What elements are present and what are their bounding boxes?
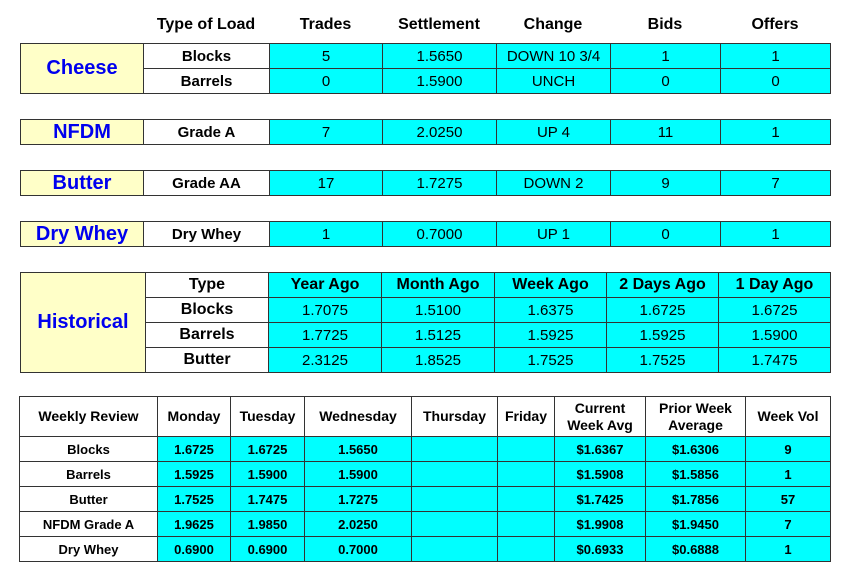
weekly-barrels-current-avg: $1.5908 — [554, 461, 646, 487]
weekly-dry-whey-monday: 0.6900 — [157, 536, 231, 562]
weekly-butter-product: Butter — [19, 486, 158, 512]
historical-header-month-ago: Month Ago — [381, 272, 495, 298]
weekly-butter-current-avg: $1.7425 — [554, 486, 646, 512]
weekly-barrels-week-vol: 1 — [745, 461, 831, 487]
weekly-nfdm-wednesday: 2.0250 — [304, 511, 412, 537]
nfdm-settlement: 2.0250 — [382, 119, 497, 145]
weekly-header-wednesday: Wednesday — [304, 396, 412, 437]
weekly-blocks-prior-avg: $1.6306 — [645, 436, 746, 462]
weekly-header-current-week-avg: Current Week Avg — [554, 396, 646, 437]
weekly-nfdm-prior-avg: $1.9450 — [645, 511, 746, 537]
weekly-header-title: Weekly Review — [19, 396, 158, 437]
butter-settlement: 1.7275 — [382, 170, 497, 196]
weekly-blocks-friday — [497, 436, 555, 462]
butter-offers: 7 — [720, 170, 831, 196]
historical-blocks-type: Blocks — [145, 297, 269, 323]
cheese-blocks-bids: 1 — [610, 43, 721, 69]
header-settlement: Settlement — [398, 16, 480, 33]
historical-header-year-ago: Year Ago — [268, 272, 382, 298]
weekly-dry-whey-prior-avg: $0.6888 — [645, 536, 746, 562]
dry-whey-settlement: 0.7000 — [382, 221, 497, 247]
weekly-barrels-thursday — [411, 461, 498, 487]
weekly-dry-whey-tuesday: 0.6900 — [230, 536, 305, 562]
cheese-barrels-bids: 0 — [610, 68, 721, 94]
weekly-dry-whey-wednesday: 0.7000 — [304, 536, 412, 562]
dry-whey-label: Dry Whey — [20, 221, 144, 247]
historical-header-1-day-ago: 1 Day Ago — [718, 272, 831, 298]
weekly-blocks-wednesday: 1.5650 — [304, 436, 412, 462]
butter-type: Grade AA — [143, 170, 270, 196]
historical-butter-week-ago: 1.7525 — [494, 347, 607, 373]
weekly-header-tuesday: Tuesday — [230, 396, 305, 437]
weekly-barrels-friday — [497, 461, 555, 487]
weekly-nfdm-product: NFDM Grade A — [19, 511, 158, 537]
weekly-nfdm-monday: 1.9625 — [157, 511, 231, 537]
historical-header-week-ago: Week Ago — [494, 272, 607, 298]
weekly-header-thursday: Thursday — [411, 396, 498, 437]
weekly-nfdm-thursday — [411, 511, 498, 537]
cheese-blocks-offers: 1 — [720, 43, 831, 69]
weekly-butter-week-vol: 57 — [745, 486, 831, 512]
nfdm-label: NFDM — [20, 119, 144, 145]
weekly-dry-whey-thursday — [411, 536, 498, 562]
weekly-butter-tuesday: 1.7475 — [230, 486, 305, 512]
butter-bids: 9 — [610, 170, 721, 196]
weekly-barrels-wednesday: 1.5900 — [304, 461, 412, 487]
weekly-barrels-prior-avg: $1.5856 — [645, 461, 746, 487]
weekly-blocks-current-avg: $1.6367 — [554, 436, 646, 462]
cheese-barrels-type: Barrels — [143, 68, 270, 94]
historical-barrels-year-ago: 1.7725 — [268, 322, 382, 348]
butter-trades: 17 — [269, 170, 383, 196]
historical-blocks-1-day-ago: 1.6725 — [718, 297, 831, 323]
historical-butter-month-ago: 1.8525 — [381, 347, 495, 373]
historical-header-2-days-ago: 2 Days Ago — [606, 272, 719, 298]
nfdm-trades: 7 — [269, 119, 383, 145]
butter-change: DOWN 2 — [496, 170, 611, 196]
cheese-blocks-type: Blocks — [143, 43, 270, 69]
weekly-nfdm-tuesday: 1.9850 — [230, 511, 305, 537]
historical-blocks-month-ago: 1.5100 — [381, 297, 495, 323]
historical-blocks-year-ago: 1.7075 — [268, 297, 382, 323]
historical-barrels-1-day-ago: 1.5900 — [718, 322, 831, 348]
weekly-barrels-monday: 1.5925 — [157, 461, 231, 487]
historical-blocks-2-days-ago: 1.6725 — [606, 297, 719, 323]
cheese-blocks-settlement: 1.5650 — [382, 43, 497, 69]
header-type-of-load: Type of Load — [156, 16, 256, 33]
weekly-header-prior-week-average: Prior Week Average — [645, 396, 746, 437]
cheese-blocks-trades: 5 — [269, 43, 383, 69]
weekly-barrels-tuesday: 1.5900 — [230, 461, 305, 487]
dry-whey-trades: 1 — [269, 221, 383, 247]
weekly-butter-wednesday: 1.7275 — [304, 486, 412, 512]
header-trades: Trades — [299, 16, 352, 33]
historical-butter-1-day-ago: 1.7475 — [718, 347, 831, 373]
header-change: Change — [523, 16, 583, 33]
header-offers: Offers — [751, 16, 799, 33]
weekly-barrels-product: Barrels — [19, 461, 158, 487]
dry-whey-type: Dry Whey — [143, 221, 270, 247]
weekly-blocks-tuesday: 1.6725 — [230, 436, 305, 462]
dry-whey-change: UP 1 — [496, 221, 611, 247]
historical-butter-2-days-ago: 1.7525 — [606, 347, 719, 373]
historical-barrels-type: Barrels — [145, 322, 269, 348]
historical-header-type: Type — [145, 272, 269, 298]
weekly-dry-whey-week-vol: 1 — [745, 536, 831, 562]
dry-whey-bids: 0 — [610, 221, 721, 247]
cheese-label: Cheese — [20, 43, 144, 94]
historical-barrels-month-ago: 1.5125 — [381, 322, 495, 348]
weekly-blocks-monday: 1.6725 — [157, 436, 231, 462]
weekly-blocks-product: Blocks — [19, 436, 158, 462]
cheese-barrels-trades: 0 — [269, 68, 383, 94]
weekly-header-week-vol: Week Vol — [745, 396, 831, 437]
header-bids: Bids — [647, 16, 683, 33]
weekly-dry-whey-friday — [497, 536, 555, 562]
historical-barrels-2-days-ago: 1.5925 — [606, 322, 719, 348]
weekly-blocks-thursday — [411, 436, 498, 462]
weekly-header-friday: Friday — [497, 396, 555, 437]
weekly-butter-monday: 1.7525 — [157, 486, 231, 512]
historical-barrels-week-ago: 1.5925 — [494, 322, 607, 348]
historical-blocks-week-ago: 1.6375 — [494, 297, 607, 323]
historical-label: Historical — [20, 272, 146, 373]
cheese-barrels-offers: 0 — [720, 68, 831, 94]
weekly-dry-whey-product: Dry Whey — [19, 536, 158, 562]
weekly-blocks-week-vol: 9 — [745, 436, 831, 462]
nfdm-type: Grade A — [143, 119, 270, 145]
weekly-nfdm-week-vol: 7 — [745, 511, 831, 537]
nfdm-change: UP 4 — [496, 119, 611, 145]
weekly-dry-whey-current-avg: $0.6933 — [554, 536, 646, 562]
cheese-blocks-change: DOWN 10 3/4 — [496, 43, 611, 69]
cheese-barrels-settlement: 1.5900 — [382, 68, 497, 94]
weekly-butter-friday — [497, 486, 555, 512]
weekly-nfdm-current-avg: $1.9908 — [554, 511, 646, 537]
weekly-nfdm-friday — [497, 511, 555, 537]
weekly-header-monday: Monday — [157, 396, 231, 437]
cheese-barrels-change: UNCH — [496, 68, 611, 94]
nfdm-offers: 1 — [720, 119, 831, 145]
butter-label: Butter — [20, 170, 144, 196]
weekly-butter-prior-avg: $1.7856 — [645, 486, 746, 512]
historical-butter-year-ago: 2.3125 — [268, 347, 382, 373]
dry-whey-offers: 1 — [720, 221, 831, 247]
nfdm-bids: 11 — [610, 119, 721, 145]
historical-butter-type: Butter — [145, 347, 269, 373]
weekly-butter-thursday — [411, 486, 498, 512]
